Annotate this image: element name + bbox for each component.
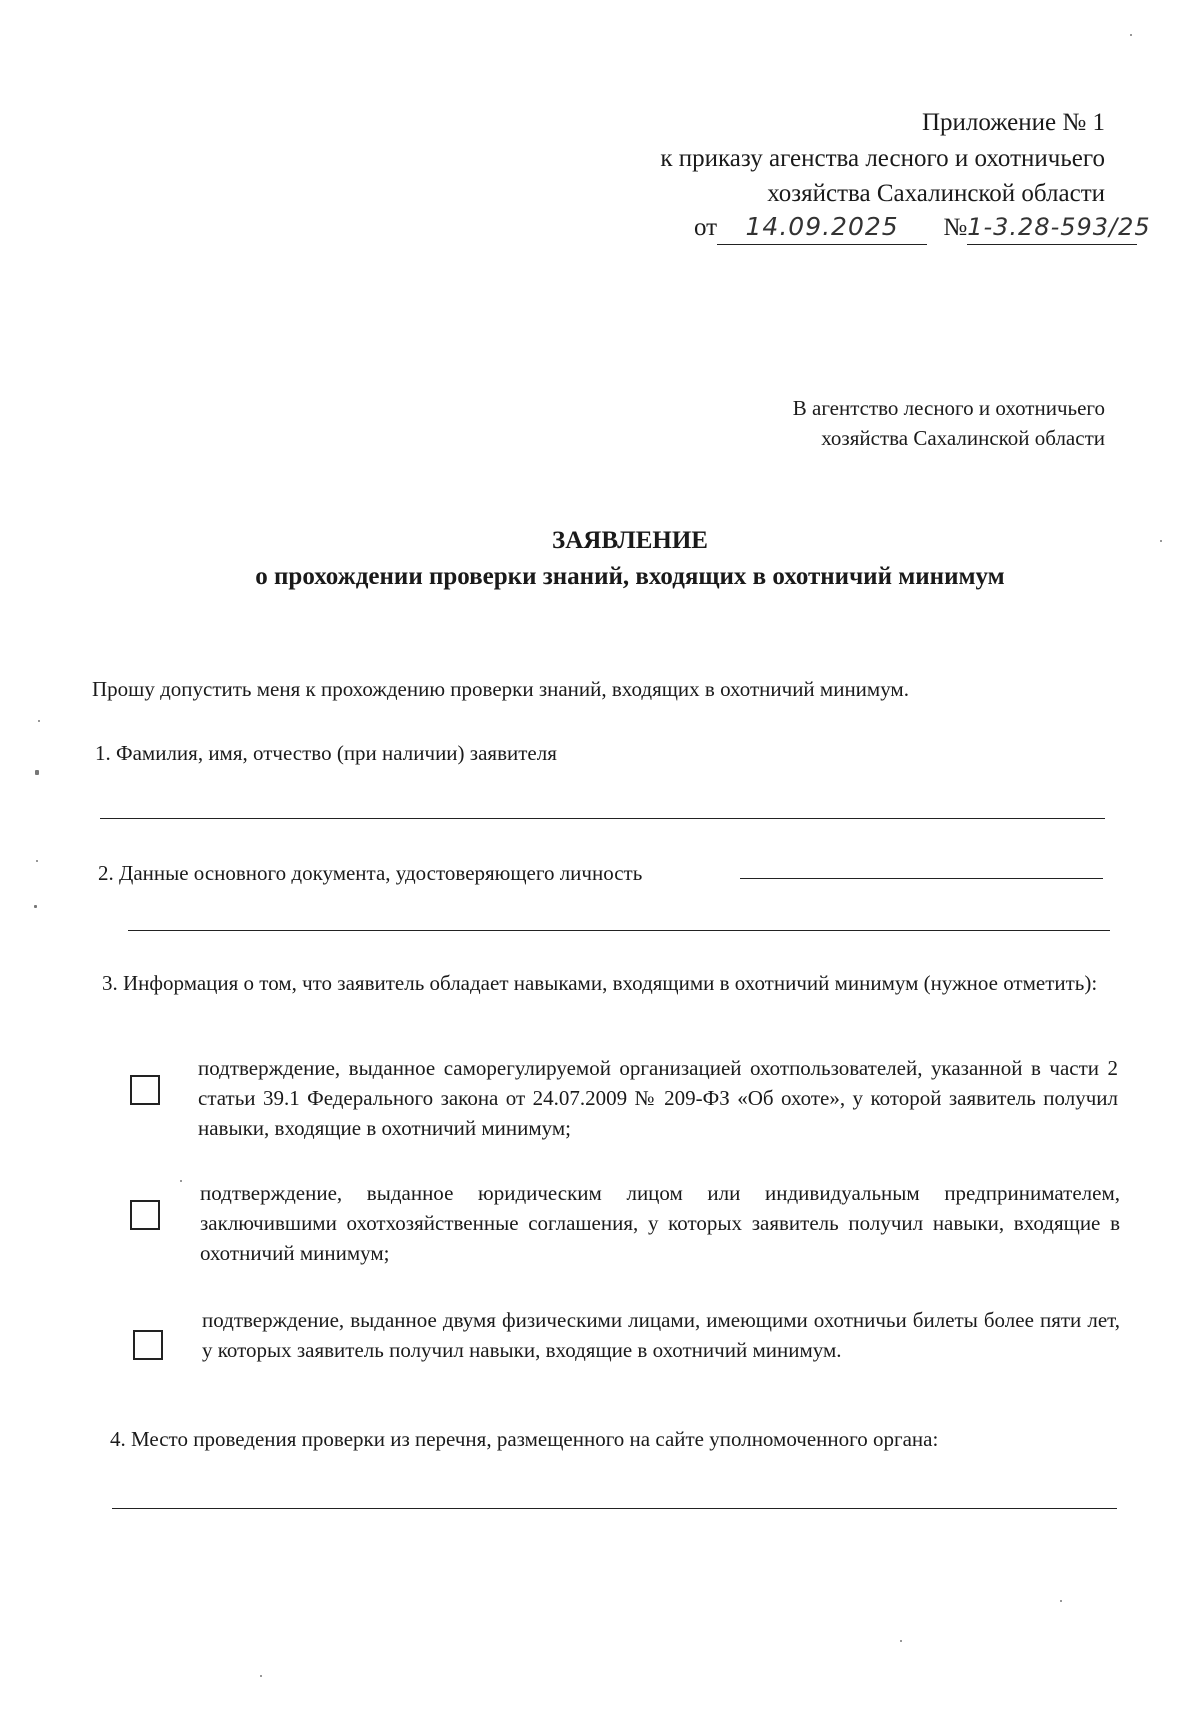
handwritten-number: 1-3.28-593/25 [967, 210, 1137, 245]
appendix-label: Приложение № 1 [921, 109, 1105, 136]
order-line-1: к приказу агенства лесного и охотничьего [660, 145, 1105, 172]
addressee-line-1: В агентство лесного и охотничьего [792, 396, 1105, 420]
item-1-fill-line[interactable] [100, 818, 1105, 819]
scan-speck [35, 770, 39, 775]
option-1-checkbox[interactable] [130, 1075, 160, 1105]
option-3-text: подтверждение, выданное двумя физическими лицами, имеющими охотничьи билеты более пяти лет, у которых заявитель получил навыки, входящие в охотничий минимум. [202, 1308, 1120, 1362]
scan-speck [38, 720, 40, 722]
item-2-fill-line-b[interactable] [128, 930, 1110, 931]
order-line-2: хозяйства Сахалинской области [767, 180, 1105, 207]
number-prefix: № [943, 214, 968, 241]
order-date-number [694, 210, 1174, 245]
scan-speck [1060, 1600, 1062, 1602]
document-subtitle: о прохождении проверки знаний, входящих в охотничий минимум [255, 563, 1005, 590]
date-prefix: от [694, 214, 718, 241]
option-3-checkbox[interactable] [133, 1330, 163, 1360]
document-title: ЗАЯВЛЕНИЕ [552, 527, 708, 554]
item-4-label: 4. Место проведения проверки из перечня, размещенного на сайте уполномоченного органа: [110, 1427, 939, 1451]
scan-speck [260, 1675, 262, 1677]
item-2-label: 2. Данные основного документа, удостоверяющего личность [98, 861, 643, 885]
scan-speck [36, 860, 38, 862]
item-4-fill-line[interactable] [112, 1508, 1117, 1509]
item-3-label: 3. Информация о том, что заявитель обладает навыками, входящими в охотничий минимум (нужное отметить): [102, 971, 1098, 995]
addressee-line-2: хозяйства Сахалинской области [821, 426, 1105, 450]
scan-speck [1130, 34, 1132, 36]
option-1-text: подтверждение, выданное саморегулируемой организацией охотпользователей, указанной в части 2 статьи 39.1 Федерального закона от 24.07.2009 № 209-ФЗ «Об охоте», у которой заявитель получил навыки, входящие в охотничий минимум; [198, 1056, 1118, 1140]
item-1-label: 1. Фамилия, имя, отчество (при наличии) заявителя [95, 741, 557, 765]
option-2-checkbox[interactable] [130, 1200, 160, 1230]
handwritten-date: 14.09.2025 [717, 210, 927, 245]
scan-speck [900, 1640, 902, 1642]
intro-text: Прошу допустить меня к прохождению проверки знаний, входящих в охотничий минимум. [92, 677, 909, 701]
option-2-text: подтверждение, выданное юридическим лицом или индивидуальным предпринимателем, заключившими охотхозяйственные соглашения, у которых заявитель получил навыки, входящие в охотничий минимум; [200, 1181, 1120, 1265]
scan-speck [34, 905, 37, 908]
scan-speck [1160, 540, 1162, 542]
scan-speck [180, 1180, 182, 1182]
item-2-fill-line-a[interactable] [740, 878, 1103, 879]
